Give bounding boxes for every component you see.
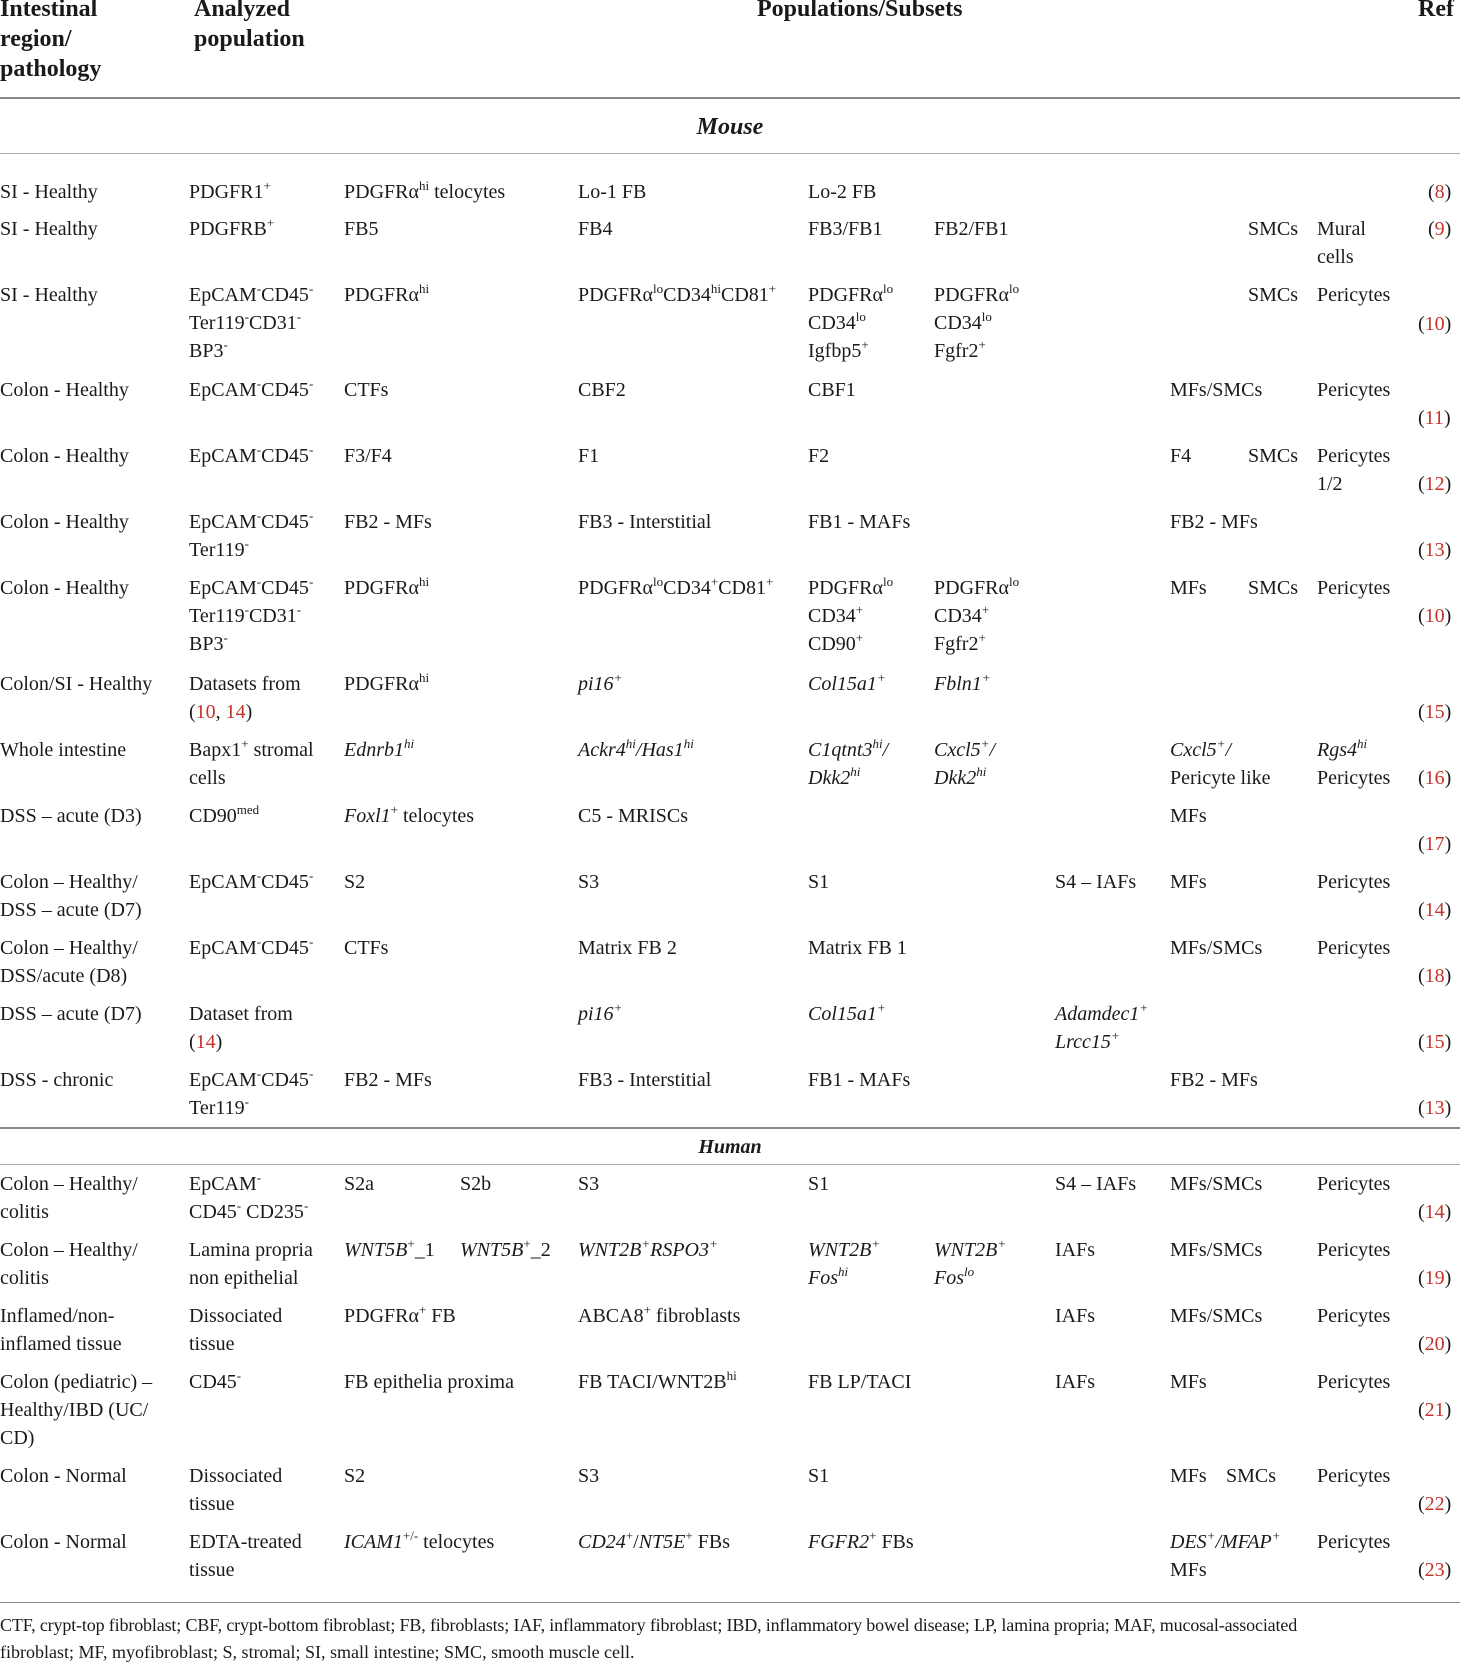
ref-link[interactable]: (15) bbox=[1418, 701, 1452, 723]
ref-link[interactable]: (14) bbox=[1418, 899, 1452, 921]
section-rule bbox=[0, 153, 1460, 154]
table-footnote: CTF, crypt-top fibroblast; CBF, crypt-bottom fibroblast; FB, fibroblasts; IAF, inflammatory fibroblast; IBD, inflammatory bowel disease; LP, lamina propria; MAF, mucosal-associated fibroblast; MF, myofibroblast; S, stromal; SI, small intestine; SMC, smooth muscle cell. bbox=[0, 1615, 1298, 1662]
ref-link[interactable]: (17) bbox=[1418, 833, 1452, 855]
col-header-population: Analyzed population bbox=[194, 0, 305, 52]
section-rule bbox=[0, 1164, 1460, 1165]
ref-link[interactable]: (10) bbox=[1418, 313, 1452, 335]
ref-link[interactable]: 14 bbox=[225, 701, 246, 723]
ref-link[interactable]: (11) bbox=[1418, 407, 1451, 429]
ref-link[interactable]: (12) bbox=[1418, 473, 1452, 495]
ref-link[interactable]: (22) bbox=[1418, 1493, 1452, 1515]
col-header-subsets: Populations/Subsets bbox=[757, 0, 963, 22]
ref-link[interactable]: (21) bbox=[1418, 1399, 1452, 1421]
section-rule bbox=[0, 1127, 1460, 1129]
ref-link[interactable]: (16) bbox=[1418, 767, 1452, 789]
ref-link[interactable]: 10 bbox=[195, 701, 216, 723]
ref-link[interactable]: (19) bbox=[1418, 1267, 1452, 1289]
col-header-ref: Ref bbox=[1418, 0, 1454, 22]
ref-link[interactable]: (20) bbox=[1418, 1333, 1452, 1355]
header-rule bbox=[0, 97, 1460, 99]
ref-link[interactable]: (8) bbox=[1428, 181, 1452, 203]
ref-link[interactable]: (9) bbox=[1428, 218, 1452, 240]
ref-link[interactable]: (13) bbox=[1418, 539, 1452, 561]
ref-link[interactable]: (10) bbox=[1418, 605, 1452, 627]
ref-link[interactable]: (15) bbox=[1418, 1031, 1452, 1053]
ref-link[interactable]: (18) bbox=[1418, 965, 1452, 987]
ref-link[interactable]: (14) bbox=[1418, 1201, 1452, 1223]
col-header-region: Intestinal region/ pathology bbox=[0, 0, 102, 82]
table-bottom-rule bbox=[0, 1602, 1460, 1603]
section-human: Human bbox=[698, 1136, 762, 1158]
ref-link[interactable]: (23) bbox=[1418, 1559, 1452, 1581]
ref-link[interactable]: (13) bbox=[1418, 1097, 1452, 1119]
section-mouse: Mouse bbox=[696, 114, 764, 140]
ref-link[interactable]: 14 bbox=[195, 1031, 216, 1053]
